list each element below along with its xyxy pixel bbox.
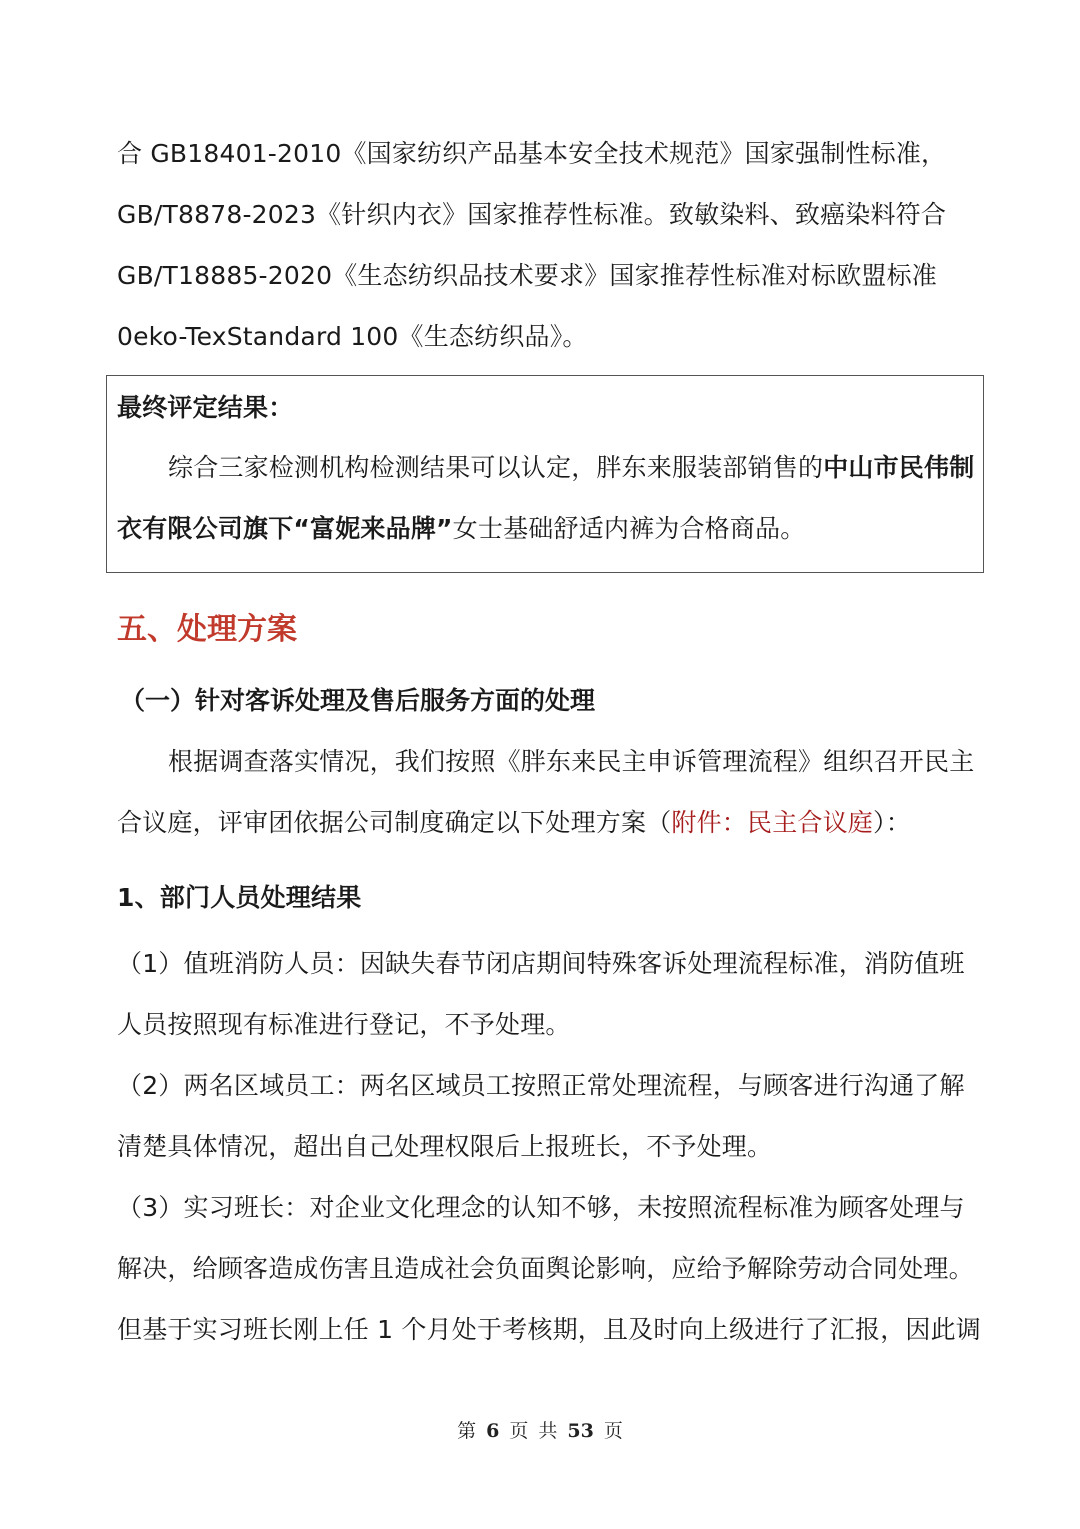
para1-line-2 [117,806,911,840]
result-line-1-text: 综合三家检测机构检测结果可以认定，胖东来服装部销售的 [168,453,824,482]
page-footer [0,1418,1080,1444]
footer-word-ye: 页 [509,1420,529,1442]
item-2-line-1: （2）两名区域员工：两名区域员工按照正常处理流程，与顾客进行沟通了解 [117,1071,965,1100]
result-line-2 [117,512,805,546]
attachment-reference: 附件：民主合议庭 [671,808,874,837]
item-3-line-1: （3）实习班长：对企业文化理念的认知不够，未按照流程标准为顾客处理与 [117,1193,965,1222]
result-line-1 [168,451,974,485]
para1-line-1: 根据调查落实情况，我们按照《胖东来民主申诉管理流程》组织召开民主 [168,747,975,776]
footer-word-ye-2: 页 [603,1420,623,1442]
item-1-line-2: 人员按照现有标准进行登记，不予处理。 [117,1010,571,1039]
item-3-line-2: 解决，给顾客造成伤害且造成社会负面舆论影响，应给予解除劳动合同处理。 [117,1254,974,1283]
total-pages: 53 [567,1420,594,1442]
intro-line-4: 0eko-TexStandard 100《生态纺织品》。 [117,322,588,351]
result-line-2-bold: 衣有限公司旗下“富妮来品牌” [117,514,453,543]
para1-line-2-suffix: ）： [873,808,911,837]
section-title: 五、处理方案 [117,612,297,647]
result-heading: 最终评定结果： [117,393,294,422]
item-3-line-3: 但基于实习班长刚上任 1 个月处于考核期，且及时向上级进行了汇报，因此调 [117,1315,982,1344]
footer-word-gong: 共 [538,1420,558,1442]
item-heading: 1、部门人员处理结果 [117,883,362,912]
footer-word-di: 第 [457,1420,477,1442]
page-number: 6 [486,1420,500,1442]
intro-line-3: GB/T18885-2020《生态纺织品技术要求》国家推荐性标准对标欧盟标准 [117,261,937,290]
item-1-line-1: （1）值班消防人员：因缺失春节闭店期间特殊客诉处理流程标准，消防值班 [117,949,965,978]
item-2-line-2: 清楚具体情况，超出自己处理权限后上报班长，不予处理。 [117,1132,773,1161]
subsection-title: （一）针对客诉处理及售后服务方面的处理 [120,686,596,715]
result-line-1-bold: 中山市民伟制 [823,453,975,482]
result-line-2-text: 女士基础舒适内裤为合格商品。 [452,514,806,543]
intro-line-2: GB/T8878-2023《针织内衣》国家推荐性标准。致敏染料、致癌染料符合 [117,200,947,229]
para1-line-2-text: 合议庭，评审团依据公司制度确定以下处理方案（ [117,808,672,837]
intro-line-1: 合 GB18401-2010《国家纺织产品基本安全技术规范》国家强制性标准， [117,139,947,168]
